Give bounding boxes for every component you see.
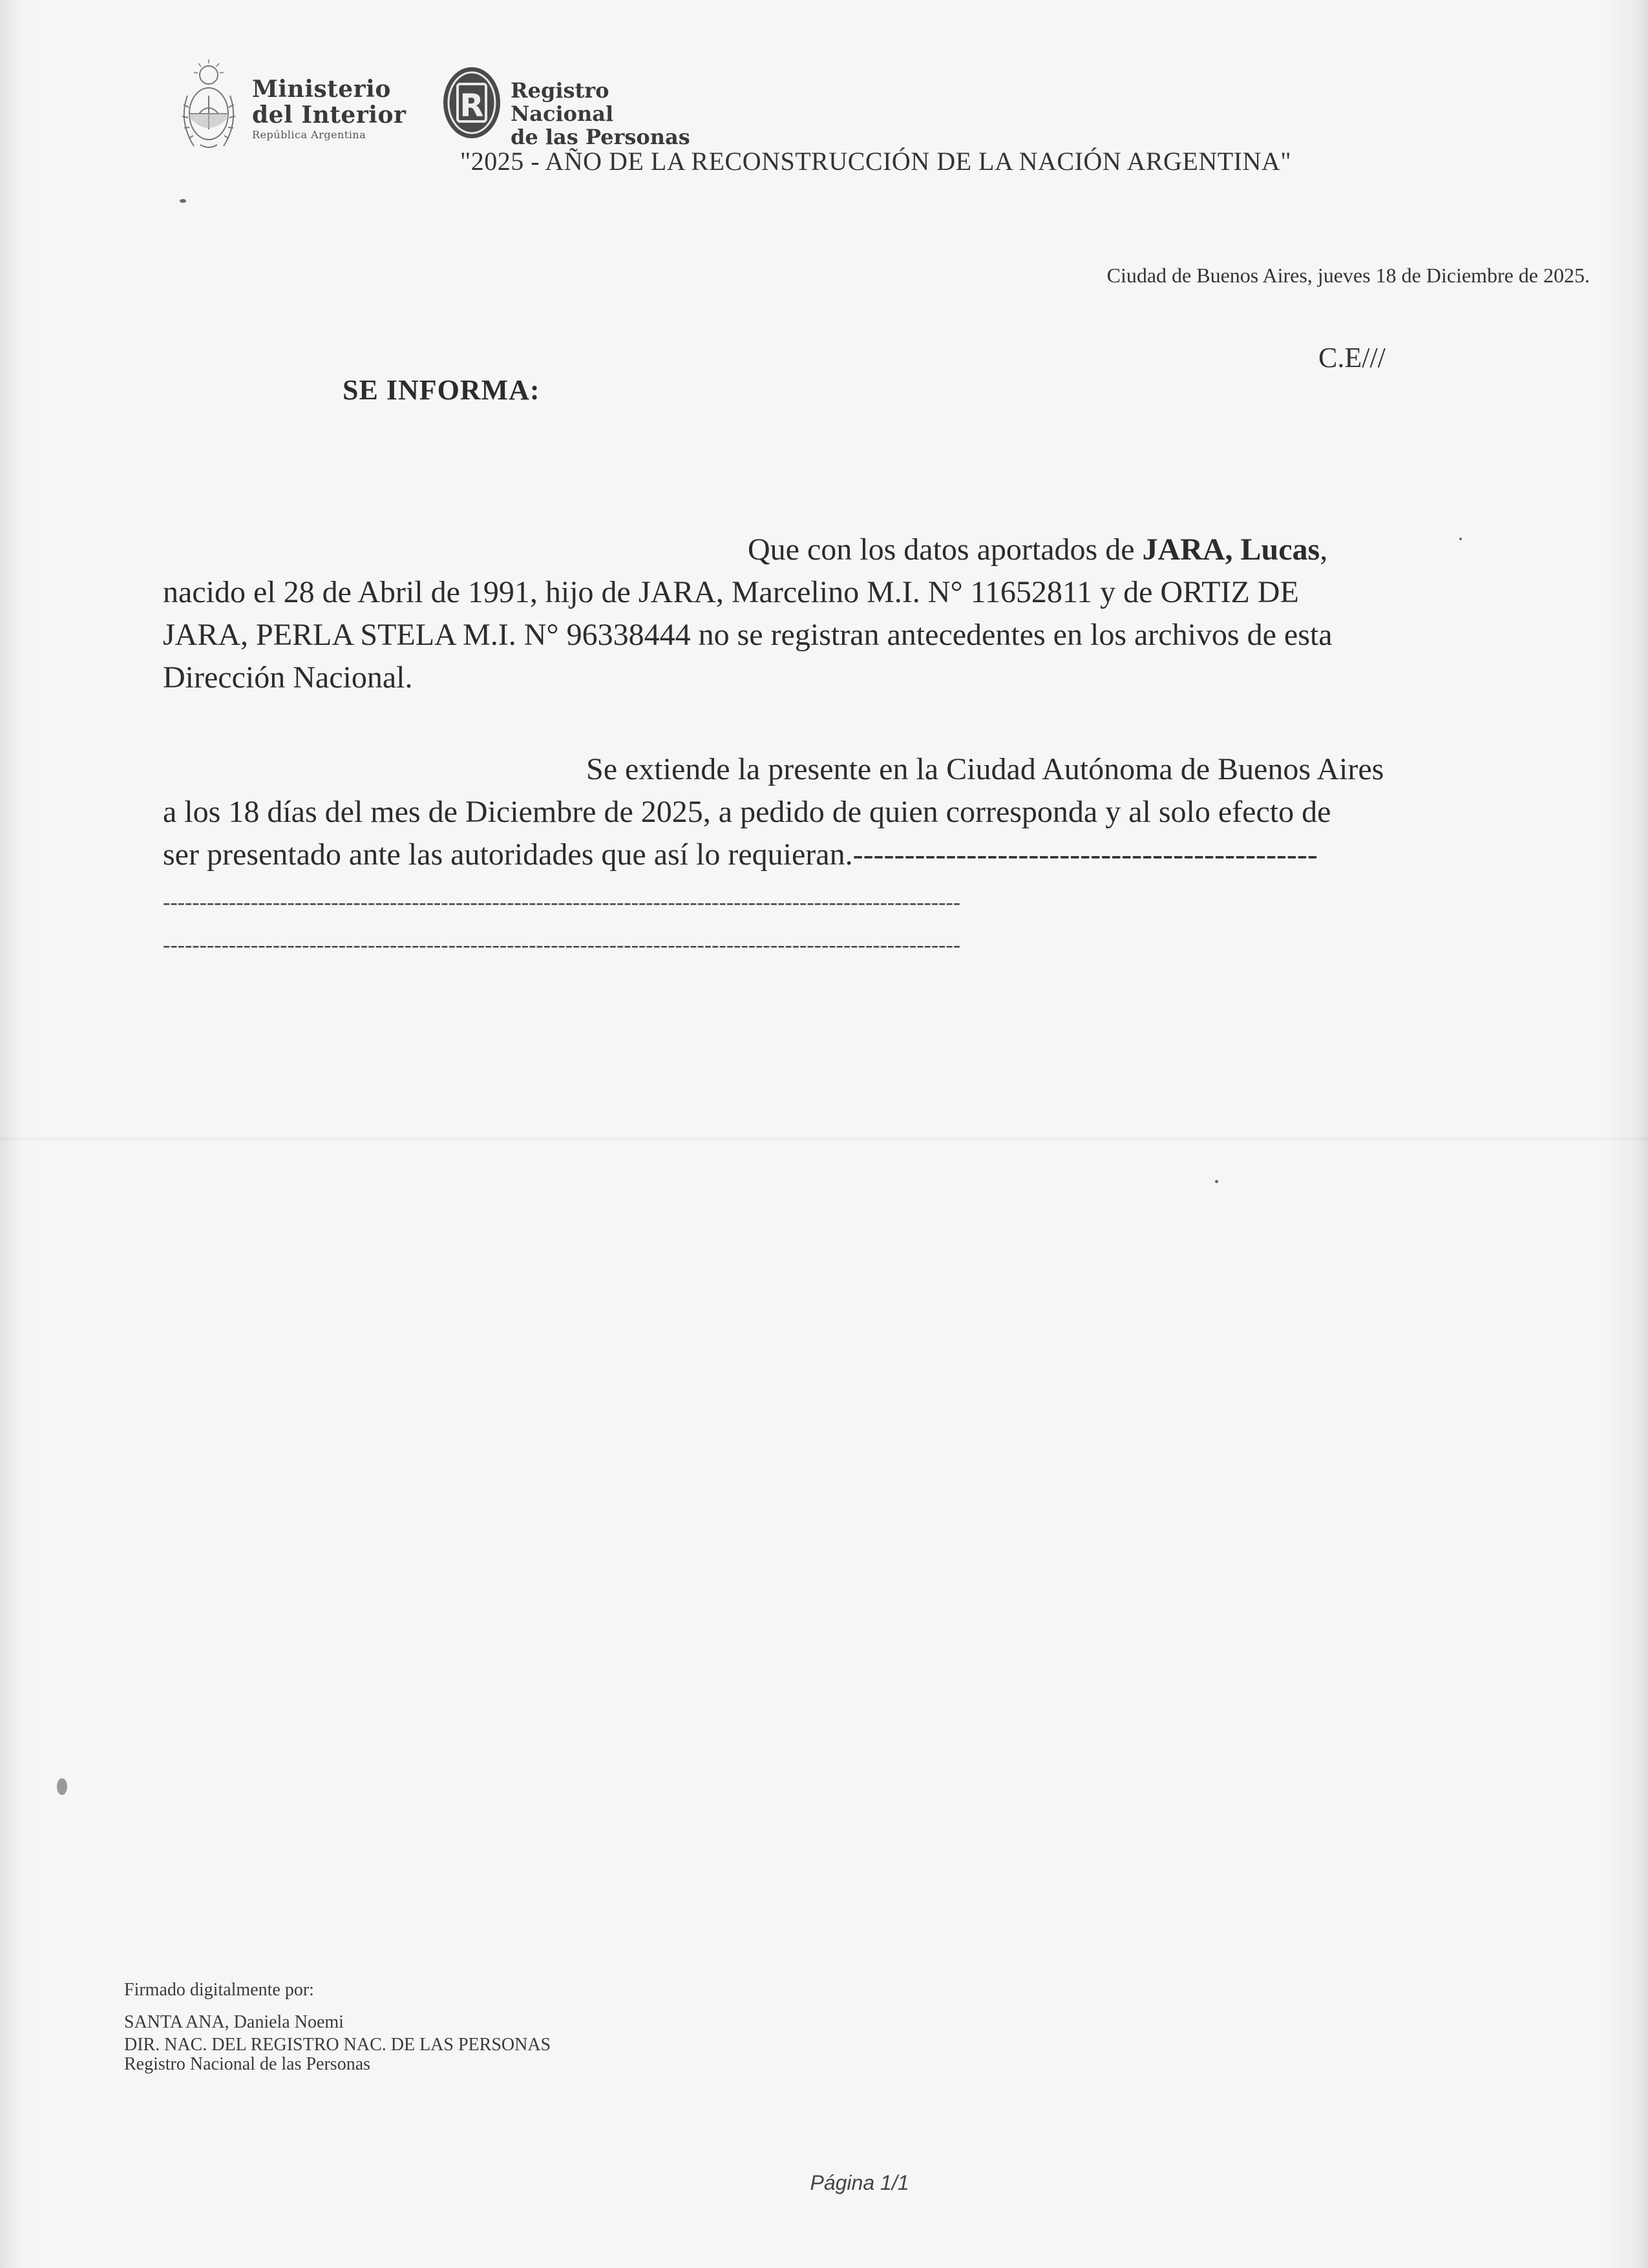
coat-of-arms-icon	[174, 57, 243, 154]
page-number: Página 1/1	[810, 2171, 909, 2194]
signature-label: Firmado digitalmente por:	[124, 1980, 314, 2000]
paragraph1-suffix: ,	[1320, 532, 1328, 567]
ministerio-line3: República Argentina	[252, 129, 366, 141]
reference-code: C.E///	[1318, 342, 1386, 373]
ministerio-line1: Ministerio	[252, 76, 391, 103]
paragraph1-line1	[163, 529, 1501, 571]
signer-agency: Registro Nacional de las Personas	[124, 2054, 371, 2074]
dash-fill-line1: -------------------------------------------------------------------------------------------------------------	[163, 890, 961, 914]
ministerio-line2: del Interior	[252, 101, 407, 129]
paper-speck	[1459, 538, 1462, 540]
svg-text:R: R	[460, 88, 484, 124]
paragraph-issuance	[163, 748, 1501, 876]
renaper-logo	[441, 65, 712, 149]
dateline: Ciudad de Buenos Aires, jueves 18 de Diciembre de 2025.	[1106, 264, 1590, 287]
renaper-line1: Registro Nacional	[511, 78, 614, 126]
signer-office: DIR. NAC. DEL REGISTRO NAC. DE LAS PERSONAS	[124, 2035, 551, 2055]
paragraph2-line3: ser presentado ante las autoridades que así lo requieran.---------------------------------------------	[163, 837, 1318, 872]
renaper-line2: de las Personas	[511, 125, 690, 149]
paragraph1-line3: JARA, PERLA STELA M.I. N° 96338444 no se registran antecedentes en los archivos de esta	[163, 618, 1333, 652]
paper-speck	[180, 199, 186, 203]
paper-speck	[57, 1778, 67, 1795]
signer-name: SANTA ANA, Daniela Noemi	[124, 2012, 344, 2032]
paragraph1-line2: nacido el 28 de Abril de 1991, hijo de JARA, Marcelino M.I. N° 11652811 y de ORTIZ DE	[163, 575, 1299, 609]
paragraph-findings	[163, 529, 1501, 699]
paragraph2-line2: a los 18 días del mes de Diciembre de 2025, a pedido de quien corresponda y al solo efecto de	[163, 795, 1331, 829]
document-heading: SE INFORMA:	[343, 374, 540, 406]
paragraph1-line4: Dirección Nacional.	[163, 660, 413, 695]
dash-fill-line2: -------------------------------------------------------------------------------------------------------------	[163, 933, 961, 957]
paragraph2-line1: Se extiende la presente en la Ciudad Autónoma de Buenos Aires	[586, 752, 1384, 786]
r-logo-icon	[441, 65, 503, 141]
year-motto: "2025 - AÑO DE LA RECONSTRUCCIÓN DE LA NACIÓN ARGENTINA"	[460, 147, 1292, 176]
ministerio-logo	[169, 53, 418, 156]
paper-speck	[1215, 1180, 1218, 1183]
paragraph1-prefix: Que con los datos aportados de	[748, 532, 1143, 567]
subject-name: JARA, Lucas	[1142, 532, 1320, 567]
digital-signature-block	[124, 1979, 551, 2074]
paper-fold	[0, 1137, 1648, 1140]
